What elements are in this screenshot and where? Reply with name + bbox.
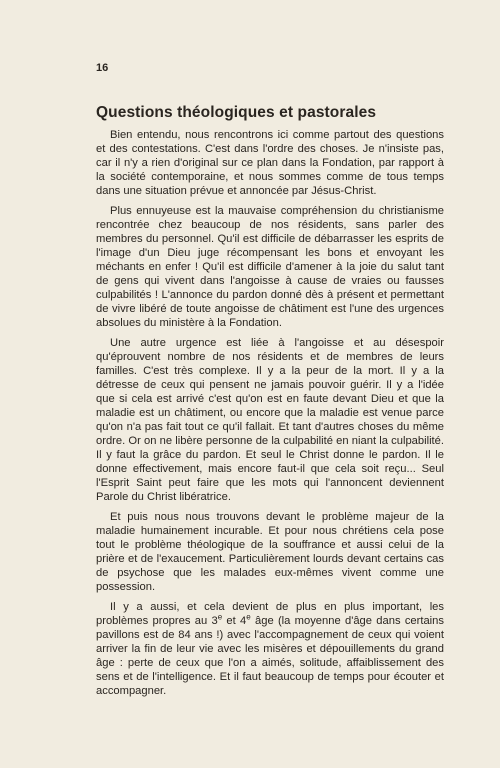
paragraph-4: Et puis nous nous trouvons devant le problème majeur de la maladie humainement incurable. Et pour nous chrétiens cela pose tout le problème théologique de la souffrance et aussi celui de la prière et de l'exaucement. Particulièrement lourds devant certains cas de psychose que les malades eux-mêmes vivent comme une possession.: [96, 511, 444, 593]
paragraph-1: Bien entendu, nous rencontrons ici comme partout des questions et des contestations. C'est dans l'ordre des choses. Je n'insiste pas, car il n'y a rien d'original sur ce plan dans la Fondation, par rapport à la société contemporaine, et nous sommes comme de tous temps dans une situation prévue et annoncée par Jésus-Christ.: [96, 129, 444, 197]
body-text: [96, 128, 444, 704]
paragraph-5: Il y a aussi, et cela devient de plus en plus important, les problèmes propres au 3e et 4e âge (la moyenne d'âge dans certains pavillons est de 84 ans !) avec l'accompagnement de ceux qui voient arriver la fin de leur vie avec les misères et dépouillements du grand âge : perte de ceux que l'on a aimés, solitude, affaiblissement des sens et de l'intelligence. Et il faut beaucoup de temps pour écouter et accompagner.: [96, 601, 444, 697]
section-heading: Questions théologiques et pastorales: [96, 104, 377, 121]
page-number: 16: [96, 62, 109, 74]
paragraph-3: Une autre urgence est liée à l'angoisse et au désespoir qu'éprouvent nombre de nos résidents et de membres de leurs familles. C'est très complexe. Il y a la peur de la mort. Il y a la détresse de ceux qui pensent ne jamais pouvoir guérir. Il y a l'idée que si cela est arrivé c'est qu'on est en faute devant Dieu et que la maladie est un châtiment, ou encore que la maladie est venue parce qu'on n'a pas fait tout ce qu'il fallait. Et tant d'autres choses du même ordre. Or on ne libère personne de la culpabilité en niant la culpabilité. Il y faut la grâce du pardon. Et seul le Christ donne le pardon. Il le donne effectivement, mais encore faut-il que cela soit reçu... Seul l'Esprit Saint peut faire que les mots qui l'annoncent deviennent Parole du Christ libératrice.: [96, 337, 444, 503]
paragraph-2: Plus ennuyeuse est la mauvaise compréhension du christianisme rencontrée chez beaucoup de nos résidents, sans parler des membres du personnel. Qu'il est difficile de débarrasser les esprits de l'image d'un Dieu juge récompensant les bons et envoyant les méchants en enfer ! Qu'il est difficile d'amener à la joie du salut tant de gens qui vivent dans l'angoisse à cause de vraies ou fausses culpabilités ! L'annonce du pardon donné dès à présent et permettant de vivre libéré de toute angoisse de châtiment est l'une des urgences absolues du ministère à la Fondation.: [96, 205, 444, 329]
